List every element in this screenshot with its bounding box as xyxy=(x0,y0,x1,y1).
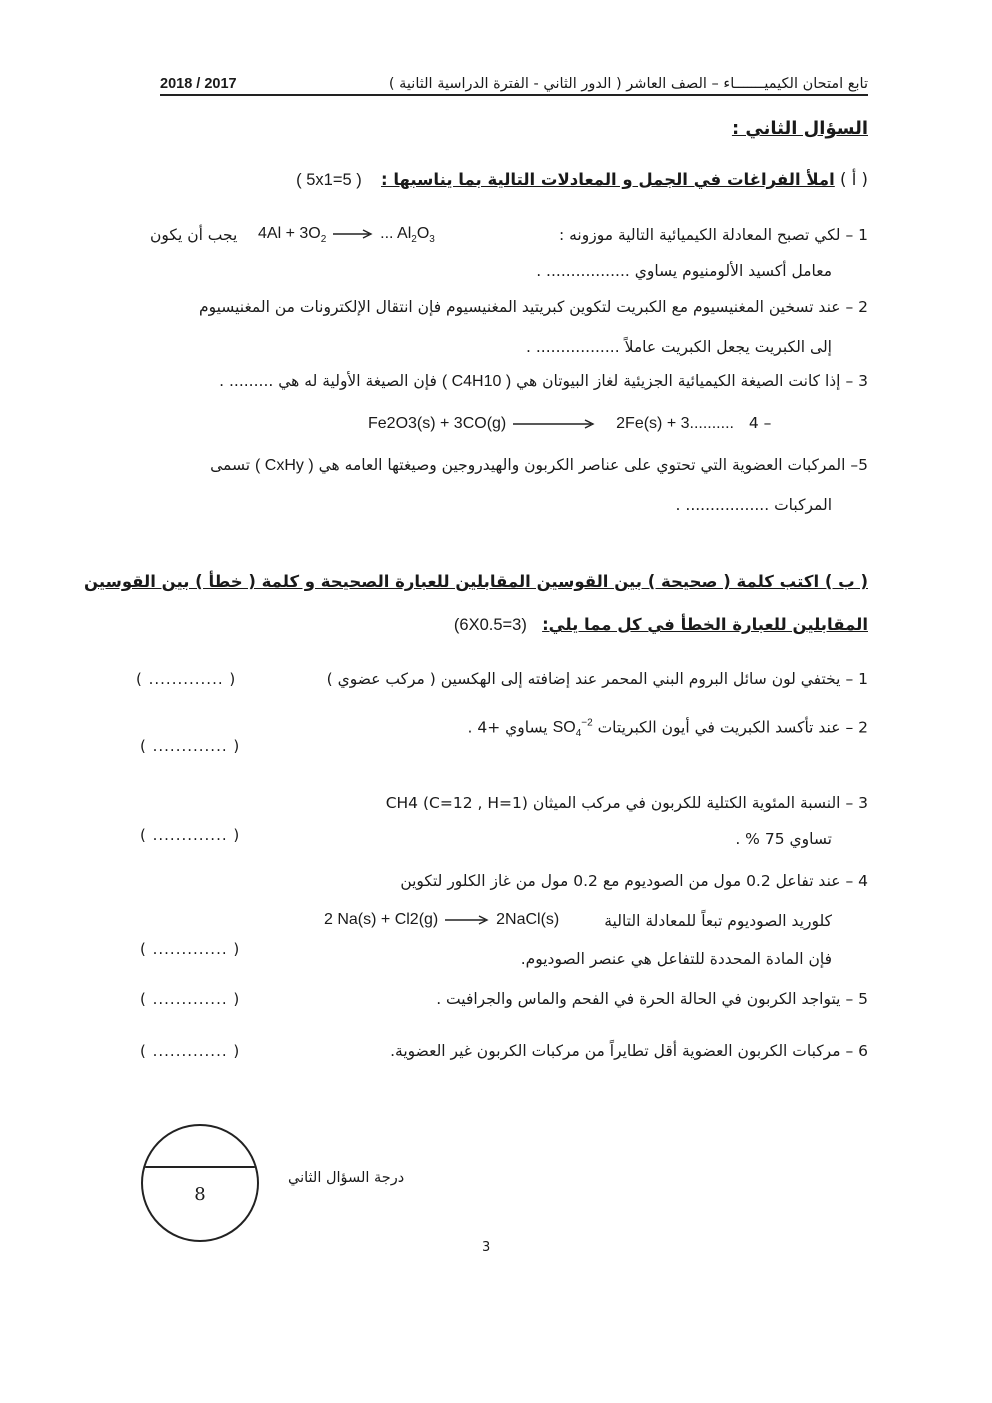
part-b-instruction: المقابلين للعبارة الخطأ في كل مما يلي: xyxy=(542,615,868,634)
b-q3-line2: تساوي 75 % . xyxy=(735,830,832,848)
part-b-score: (6X0.5=3) xyxy=(453,616,527,634)
b-q4-equation xyxy=(324,910,559,929)
a-q1-eq-right: ... $Al_2O_3$ xyxy=(380,225,435,246)
b-q4-line2: كلوريد الصوديوم تبعاً للمعادلة التالية xyxy=(604,912,832,930)
a-q5-formula: ( CxHy ) xyxy=(255,457,314,474)
a-q1-equation xyxy=(258,224,435,245)
b-q1: 1 – يختفي لون سائل البروم البني المحمر عند إضافته إلى الهكسين ( مركب عضوي ) xyxy=(326,670,868,688)
a-q4-num: 4 – xyxy=(748,414,772,432)
a-q1-line1 xyxy=(559,226,868,244)
exam-header xyxy=(160,76,868,96)
a-q3: 3 – إذا كانت الصيغة الكيميائية الجزيئية لغاز البيوتان هي ( C4H10 ) فإن الصيغة الأولية له هي ......... . xyxy=(219,372,868,390)
b-q2-answer[interactable]: ( ............. ) xyxy=(140,737,241,755)
a-q4-left: Fe2O3(s) + 3CO(g) xyxy=(368,415,507,432)
b-q4-line1: 4 – عند تفاعل 0.2 مول من الصوديوم مع 0.2 مول من غاز الكلور لتكوين xyxy=(400,872,868,890)
page-number: 3 xyxy=(482,1240,491,1255)
grade-label: درجة السؤال الثاني xyxy=(288,1170,405,1186)
a-q1-text-end: يجب أن يكون xyxy=(150,226,238,244)
part-a-heading xyxy=(296,170,868,190)
b-q3-answer[interactable]: ( ............. ) xyxy=(140,826,241,844)
b-q5-answer[interactable]: ( ............. ) xyxy=(140,990,241,1008)
part-b-heading-line1: ( ب ) اكتب كلمة ( صحيحة ) بين القوسين المقابلين للعبارة الصحيحة و كلمة ( خطأ ) بين القوسين xyxy=(84,572,868,591)
header-year: 2018 / 2017 xyxy=(160,76,237,92)
a-q2-line1: 2 – عند تسخين المغنيسيوم مع الكبريت لتكوين كبريتيد المغنيسيوم فإن انتقال الإلكترونات من المغنيسيوم xyxy=(198,298,868,316)
a-q1-text: لكي تصبح المعادلة الكيميائية التالية موزونه : xyxy=(558,226,841,244)
grade-circle xyxy=(141,1124,259,1242)
part-a-score: ( 5x1=5 ) xyxy=(296,171,362,189)
question-title: السؤال الثاني : xyxy=(731,118,868,139)
b-q4-answer[interactable]: ( ............. ) xyxy=(140,940,241,958)
a-q3-formula: ( C4H10 ) xyxy=(441,373,512,390)
a-q1-num: 1 – xyxy=(845,226,868,244)
b-q4-eq-left: 2 Na(s) + Cl2(g) xyxy=(324,911,439,928)
grade-value: 8 xyxy=(194,1184,206,1205)
a-q5-line2: المركبات ................. . xyxy=(675,496,832,514)
b-q2: 2 – عند تأكسد الكبريت في أيون الكبريتات $SO_4^{-2}$ يساوي +4 . xyxy=(467,718,868,740)
a-q5-line1: 5– المركبات العضوية التي تحتوي على عناصر الكربون والهيدروجين وصيغتها العامه هي ( CxHy ) تسمى xyxy=(210,456,868,474)
b-q6-answer[interactable]: ( ............. ) xyxy=(140,1042,241,1060)
b-q5: 5 – يتواجد الكربون في الحالة الحرة في الفحم والماس والجرافيت . xyxy=(436,990,868,1008)
b-q4-eq-right: 2NaCl(s) xyxy=(496,911,560,928)
a-q2-line2: إلى الكبريت يجعل الكبريت عاملاً ................. . xyxy=(526,338,832,356)
a-q1-line2: معامل أكسيد الألومنيوم يساوي ................. . xyxy=(536,262,832,280)
part-a-instruction: املأ الفراغات في الجمل و المعادلات التالية بما يناسبها : xyxy=(381,170,835,189)
grade-divider xyxy=(143,1166,257,1168)
reaction-arrow-icon xyxy=(511,418,597,430)
part-a-label: ( أ ) xyxy=(840,170,868,189)
b-q2-ion: $SO_4^{-2}$ xyxy=(552,718,593,740)
a-q4-equation xyxy=(368,414,771,433)
b-q4-line3: فإن المادة المحددة للتفاعل هي عنصر الصوديوم. xyxy=(520,950,832,968)
b-q3-line1: 3 – النسبة المئوية الكتلية للكربون في مركب الميثان CH4 (C=12 , H=1) xyxy=(385,794,868,812)
a-q1-eq-left: $4Al + 3O_2$ xyxy=(258,225,327,246)
a-q4-right: 2Fe(s) + 3.......... xyxy=(616,415,734,432)
reaction-arrow-icon xyxy=(443,914,491,926)
part-b-heading-line2 xyxy=(454,615,868,635)
b-q1-answer[interactable]: ( ............. ) xyxy=(136,670,237,688)
b-q6: 6 – مركبات الكربون العضوية أقل تطايراً من مركبات الكربون غير العضوية. xyxy=(390,1042,868,1060)
reaction-arrow-icon xyxy=(331,228,375,240)
header-text: تابع امتحان الكيميـــــــاء – الصف العاشر ( الدور الثاني - الفترة الدراسية الثانية ) xyxy=(388,76,868,92)
